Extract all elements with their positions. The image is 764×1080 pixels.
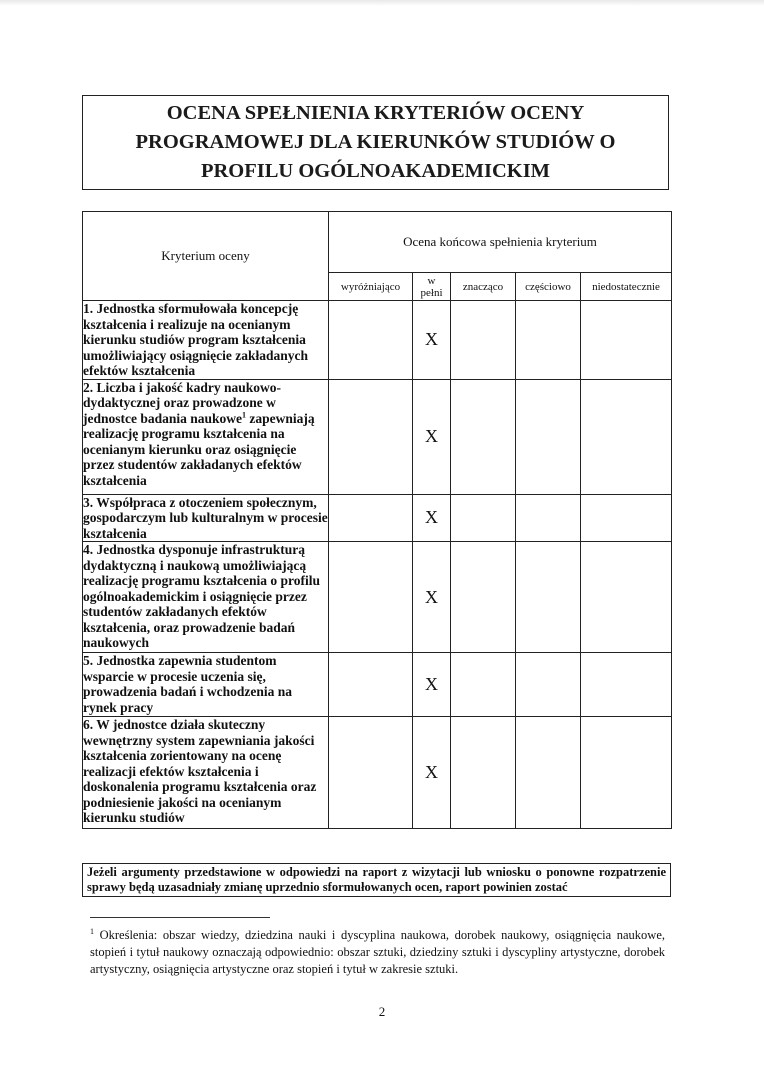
cell-empty	[581, 717, 672, 829]
table-row	[83, 717, 672, 829]
table-row	[83, 653, 672, 717]
mark-x: X	[413, 717, 451, 829]
cell-empty	[329, 379, 413, 494]
cell-empty	[329, 717, 413, 829]
cell-empty	[451, 494, 516, 542]
criterion-2	[83, 379, 329, 494]
criterion-6: 6. W jednostce działa skuteczny wewnętrzny system zapewniania jakości kształcenia zorientowany na ocenę realizacji efektów kształcenia i doskonalenia programu kształcenia oraz podniesienie jakości na ocenianym kierunku studiów	[83, 717, 329, 829]
cell-empty	[581, 379, 672, 494]
cell-empty	[451, 653, 516, 717]
cell-empty	[451, 717, 516, 829]
footnote	[90, 923, 665, 978]
criterion-4: 4. Jednostka dysponuje infrastrukturą dydaktyczną i naukową umożliwiającą realizację programu kształcenia o profilu ogólnoakademickim i osiągnięcie przez studentów zakładanych efektów kształcenia, oraz prowadzenie badań naukowych	[83, 542, 329, 653]
title-line-1: OCENA SPEŁNIENIA KRYTERIÓW OCENY	[166, 102, 585, 124]
title-line-3: PROFILU OGÓLNOAKADEMICKIM	[200, 160, 551, 182]
table-row	[83, 301, 672, 380]
cell-empty	[581, 542, 672, 653]
criterion-3: 3. Współpraca z otoczeniem społecznym, gospodarczym lub kulturalnym w procesie kształcenia	[83, 494, 328, 541]
cell-empty	[451, 301, 516, 380]
footnote-text: Określenia: obszar wiedzy, dziedzina nauki i dyscyplina naukowa, dorobek naukowy, osiągnięcia naukowe, stopień i tytuł naukowy oznaczają odpowiednio: obszar sztuki, dziedziny sztuki i dyscypliny artystyczne, dorobek artystyczny, osiągnięcia artystyczne oraz stopień i tytuł w zakresie sztuki.	[90, 928, 665, 977]
column-w-pelni-line2: pełni	[420, 286, 443, 299]
table-row	[83, 542, 672, 653]
footnote-ref: 1	[242, 410, 247, 419]
column-w-pelni	[413, 273, 451, 301]
criterion-2-text-before: 2. Liczba i jakość kadry naukowo-dydaktycznej oraz prowadzone w jednostce badania naukowe	[83, 379, 282, 426]
table-row	[83, 494, 672, 542]
footnote-number: 1	[90, 927, 94, 936]
cell-empty	[516, 379, 581, 494]
criterion-2-text-after: zapewniają realizację programu kształcenia na ocenianym kierunku oraz osiągnięcie przez studentów zakładanych efektów kształcenia	[83, 410, 315, 488]
column-wyrozniajaco: wyróżniająco	[329, 273, 413, 301]
criterion-1: 1. Jednostka sformułowała koncepcję kształcenia i realizuje na ocenianym kierunku studiów program kształcenia umożliwiający osiągnięcie zakładanych efektów kształcenia	[83, 301, 329, 380]
column-w-pelni-line1: w	[427, 274, 436, 287]
header-row	[83, 212, 672, 273]
column-znaczaco: znacząco	[451, 273, 516, 301]
column-czesciowo: częściowo	[516, 273, 581, 301]
footnote-divider	[90, 917, 270, 918]
mark-x: X	[413, 542, 451, 653]
table-row	[83, 379, 672, 494]
mark-x: X	[413, 301, 451, 380]
mark-x: X	[413, 379, 451, 494]
criteria-table	[82, 211, 672, 829]
cell-empty	[581, 494, 672, 542]
document-title-box	[82, 95, 669, 190]
cell-empty	[329, 653, 413, 717]
cell-empty	[451, 379, 516, 494]
document-title	[136, 99, 616, 186]
mark-x: X	[413, 653, 451, 717]
cell-empty	[516, 653, 581, 717]
cell-empty	[516, 301, 581, 380]
criterion-header: Kryterium oceny	[83, 212, 329, 301]
cell-empty	[581, 653, 672, 717]
rating-header: Ocena końcowa spełnienia kryterium	[329, 212, 672, 273]
scan-edge	[0, 0, 764, 6]
cell-empty	[581, 301, 672, 380]
cell-empty	[516, 542, 581, 653]
mark-x: X	[413, 494, 451, 542]
column-niedostatecznie: niedostatecznie	[581, 273, 672, 301]
criterion-5: 5. Jednostka zapewnia studentom wsparcie w procesie uczenia się, prowadzenia badań i wchodzenia na rynek pracy	[83, 653, 329, 717]
cell-empty	[516, 717, 581, 829]
note-box: Jeżeli argumenty przedstawione w odpowiedzi na raport z wizytacji lub wniosku o ponowne rozpatrzenie sprawy będą uzasadniały zmianę uprzednio sformułowanych ocen, raport powinien zostać	[82, 863, 671, 897]
cell-empty	[329, 542, 413, 653]
cell-empty	[451, 542, 516, 653]
cell-empty	[329, 494, 413, 542]
page-number: 2	[378, 1004, 386, 1019]
title-line-2: PROGRAMOWEJ DLA KIERUNKÓW STUDIÓW O	[135, 131, 616, 153]
cell-empty	[329, 301, 413, 380]
cell-empty	[516, 494, 581, 542]
